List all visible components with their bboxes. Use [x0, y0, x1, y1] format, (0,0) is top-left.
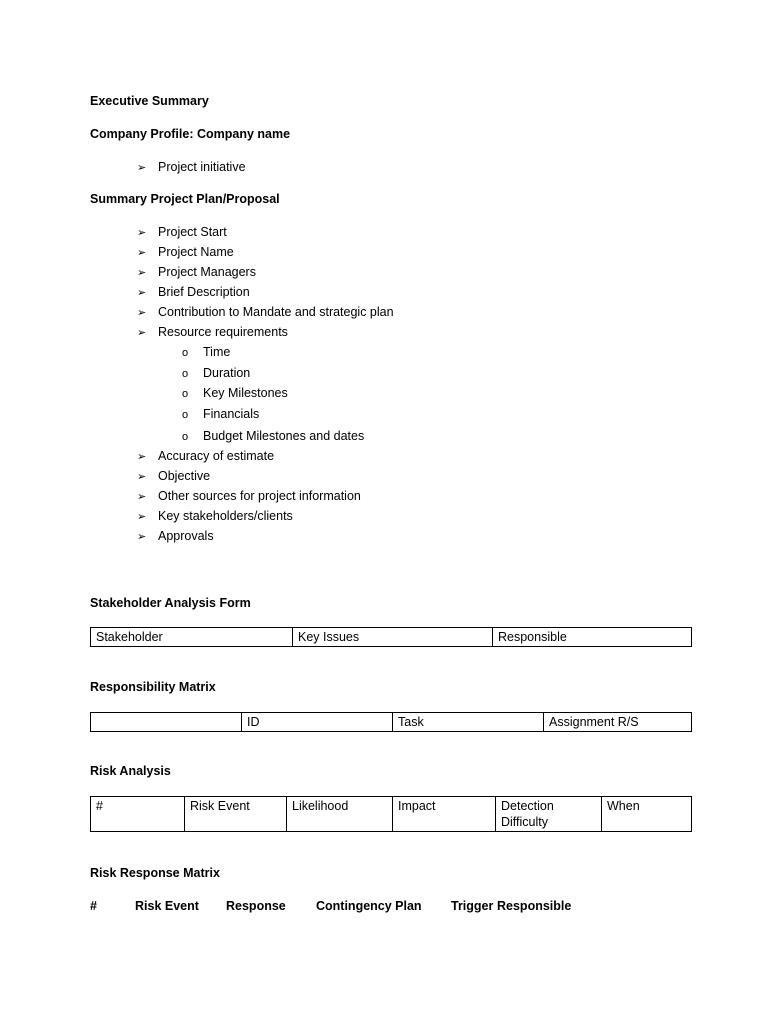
- table-cell: Assignment R/S: [544, 713, 692, 732]
- arrow-bullet-icon: ➢: [137, 307, 147, 319]
- list-item: ➢ Key stakeholders/clients: [137, 509, 293, 523]
- table-cell: Responsible: [493, 628, 692, 647]
- heading-summary-plan: Summary Project Plan/Proposal: [90, 192, 280, 206]
- table-cell: Risk Event: [185, 797, 287, 832]
- table-cell: Stakeholder: [91, 628, 293, 647]
- circle-bullet-icon: o: [182, 431, 189, 443]
- table-cell: Task: [393, 713, 544, 732]
- list-item: ➢ Project Start: [137, 225, 227, 239]
- table-row: [91, 713, 692, 732]
- arrow-bullet-icon: ➢: [137, 227, 147, 239]
- table-cell: ID: [242, 713, 393, 732]
- heading-stakeholder-analysis: Stakeholder Analysis Form: [90, 596, 251, 610]
- sub-list-item: o Time: [182, 345, 231, 359]
- list-item: ➢ Project Name: [137, 245, 234, 259]
- table-cell: #: [91, 797, 185, 832]
- table-cell: Detection Difficulty: [496, 797, 602, 832]
- stakeholder-table: [90, 627, 692, 647]
- arrow-bullet-icon: ➢: [137, 267, 147, 279]
- arrow-bullet-icon: ➢: [137, 162, 147, 174]
- sub-list-item: o Budget Milestones and dates: [182, 429, 365, 443]
- table-cell: Key Issues: [293, 628, 493, 647]
- list-item: ➢ Project initiative: [137, 160, 246, 174]
- table-row: [91, 797, 692, 832]
- heading-responsibility-matrix: Responsibility Matrix: [90, 680, 216, 694]
- list-item: ➢ Brief Description: [137, 285, 250, 299]
- sub-list-item: o Duration: [182, 366, 251, 380]
- arrow-bullet-icon: ➢: [137, 327, 147, 339]
- list-item: ➢ Resource requirements: [137, 325, 288, 339]
- column-label: Risk Event: [135, 899, 199, 913]
- column-label: Responsible: [497, 899, 572, 913]
- risk-table: [90, 796, 692, 832]
- arrow-bullet-icon: ➢: [137, 491, 147, 503]
- list-item: ➢ Objective: [137, 469, 211, 483]
- arrow-bullet-icon: ➢: [137, 247, 147, 259]
- list-item: ➢ Accuracy of estimate: [137, 449, 275, 463]
- heading-executive-summary: Executive Summary: [90, 94, 209, 108]
- list-item: ➢ Project Managers: [137, 265, 256, 279]
- table-cell: [91, 713, 242, 732]
- column-label: Contingency Plan: [316, 899, 422, 913]
- table-cell: When: [602, 797, 692, 832]
- heading-risk-analysis: Risk Analysis: [90, 764, 171, 778]
- column-label: #: [90, 899, 97, 913]
- arrow-bullet-icon: ➢: [137, 287, 147, 299]
- arrow-bullet-icon: ➢: [137, 511, 147, 523]
- list-item: ➢ Other sources for project information: [137, 489, 361, 503]
- circle-bullet-icon: o: [182, 368, 189, 380]
- heading-risk-response-matrix: Risk Response Matrix: [90, 866, 220, 880]
- table-cell: Impact: [393, 797, 496, 832]
- circle-bullet-icon: o: [182, 409, 189, 421]
- list-item: ➢ Contribution to Mandate and strategic plan: [137, 305, 394, 319]
- arrow-bullet-icon: ➢: [137, 451, 147, 463]
- circle-bullet-icon: o: [182, 347, 189, 359]
- column-label: Response: [226, 899, 286, 913]
- table-cell: Likelihood: [287, 797, 393, 832]
- sub-list-item: o Key Milestones: [182, 386, 288, 400]
- list-item: ➢ Approvals: [137, 529, 214, 543]
- responsibility-table: [90, 712, 692, 732]
- arrow-bullet-icon: ➢: [137, 531, 147, 543]
- column-label: Trigger: [451, 899, 494, 913]
- arrow-bullet-icon: ➢: [137, 471, 147, 483]
- table-row: [91, 628, 692, 647]
- circle-bullet-icon: o: [182, 388, 189, 400]
- sub-list-item: o Financials: [182, 407, 260, 421]
- heading-company-profile: Company Profile: Company name: [90, 127, 291, 141]
